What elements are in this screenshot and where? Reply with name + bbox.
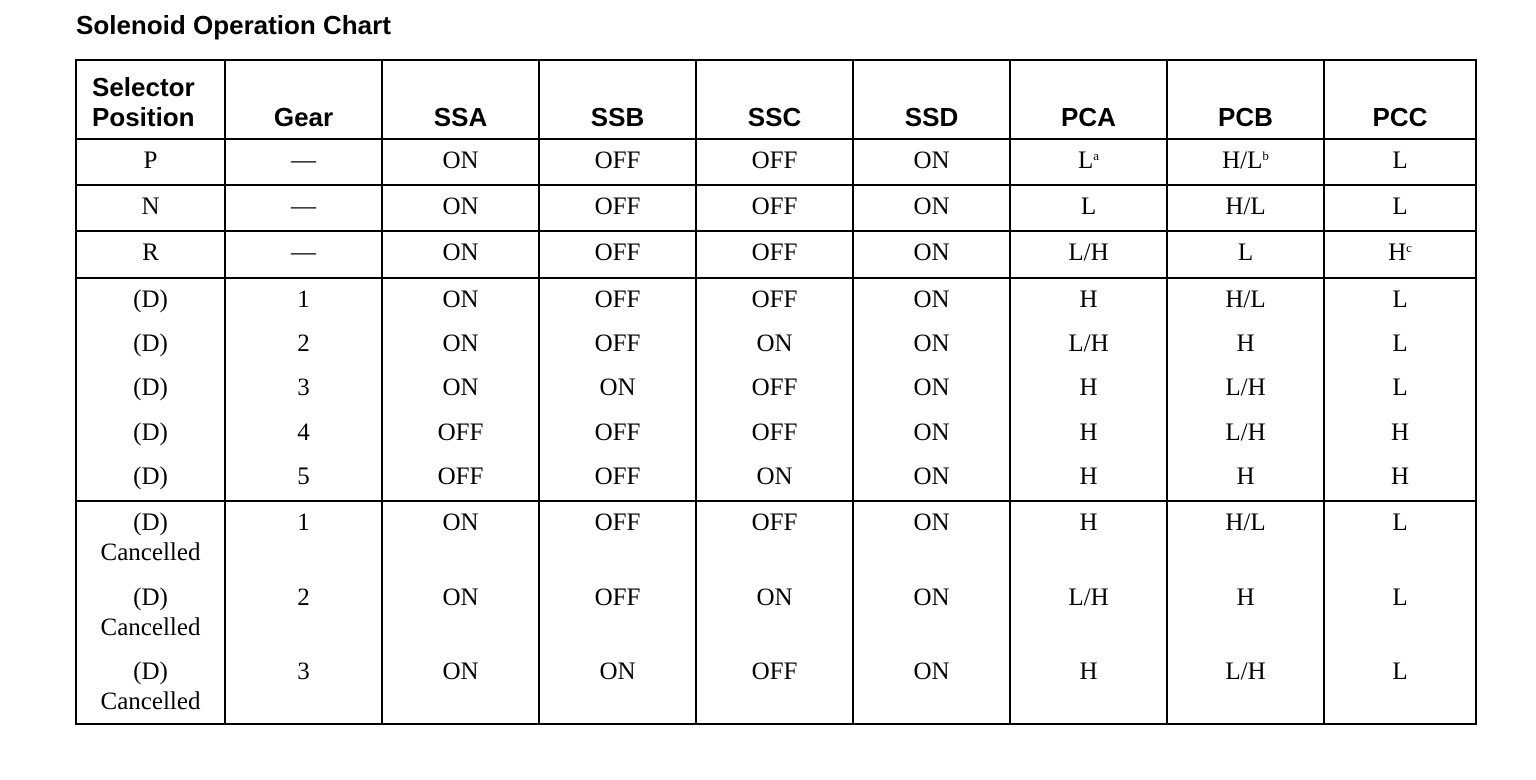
cell-selector: P [76,139,225,185]
cell-pcc: H [1324,412,1476,456]
cell-ssb: OFF [539,185,696,231]
cell-ssb: OFF [539,577,696,651]
cell-ssc: OFF [696,278,853,323]
cell-pca: H [1010,501,1167,577]
header-ssd: SSD [853,60,1010,139]
cell-ssc: OFF [696,185,853,231]
cell-ssd: ON [853,501,1010,577]
table-row [76,367,1476,412]
cell-ssa: ON [382,139,539,185]
cell-selector: (D) [76,323,225,367]
cell-ssd: ON [853,278,1010,323]
table-row [76,139,1476,185]
cell-pcc [1324,231,1476,278]
table-row [76,456,1476,501]
table-row [76,412,1476,456]
cell-pca [1010,139,1167,185]
cell-gear: 3 [225,367,382,412]
cell-ssa: ON [382,323,539,367]
cell-ssc: OFF [696,412,853,456]
cell-selector [76,501,225,577]
cell-ssb: OFF [539,278,696,323]
table-row [76,577,1476,651]
cell-ssc: OFF [696,139,853,185]
cell-ssc: ON [696,456,853,501]
cell-pcc: L [1324,139,1476,185]
cell-pcb: H/L [1167,278,1324,323]
cell-ssd: ON [853,456,1010,501]
header-selector-line2: Position [92,102,195,132]
cell-selector [76,577,225,651]
cell-value: H [1388,239,1407,266]
header-selector-position [76,60,225,139]
cell-selector-line2: Cancelled [100,539,201,566]
cell-pcc: L [1324,185,1476,231]
cell-pcb: H [1167,323,1324,367]
table-header-row [76,60,1476,139]
footnote-mark-a: a [1093,148,1100,163]
cell-ssc: OFF [696,367,853,412]
cell-gear: — [225,231,382,278]
cell-ssb: ON [539,367,696,412]
table-row [76,231,1476,278]
cell-selector-line2: Cancelled [100,614,201,641]
cell-value: L [1077,147,1094,174]
cell-pcc: L [1324,367,1476,412]
cell-selector: (D) [76,456,225,501]
cell-pca: H [1010,412,1167,456]
cell-ssa: OFF [382,412,539,456]
cell-pca: H [1010,367,1167,412]
header-selector-line1: Selector [92,72,195,102]
cell-ssb: OFF [539,456,696,501]
cell-pca: L/H [1010,577,1167,651]
table-row [76,185,1476,231]
header-ssa: SSA [382,60,539,139]
footnote-mark-c: c [1406,240,1412,255]
cell-value: H/L [1222,147,1263,174]
cell-pca: H [1010,651,1167,724]
cell-gear: 2 [225,323,382,367]
cell-ssa: ON [382,651,539,724]
cell-ssb: OFF [539,412,696,456]
cell-selector [76,651,225,724]
cell-gear: 1 [225,501,382,577]
table-row [76,501,1476,577]
cell-ssa: ON [382,501,539,577]
cell-selector: (D) [76,412,225,456]
cell-gear: — [225,185,382,231]
cell-ssb: OFF [539,323,696,367]
cell-gear: 4 [225,412,382,456]
cell-ssd: ON [853,367,1010,412]
cell-ssa: ON [382,231,539,278]
cell-pcb: H [1167,456,1324,501]
cell-selector-line1: (D) [133,658,168,685]
cell-selector-line1: (D) [133,509,168,536]
chart-title: Solenoid Operation Chart [76,10,391,40]
cell-ssa: ON [382,185,539,231]
cell-ssb: OFF [539,139,696,185]
cell-selector: (D) [76,367,225,412]
cell-ssc: ON [696,577,853,651]
cell-ssd: ON [853,139,1010,185]
cell-selector: (D) [76,278,225,323]
cell-ssd: ON [853,231,1010,278]
header-pca: PCA [1010,60,1167,139]
cell-selector-line1: (D) [133,584,168,611]
header-ssb: SSB [539,60,696,139]
cell-gear: 5 [225,456,382,501]
cell-ssa: OFF [382,456,539,501]
cell-pca: H [1010,278,1167,323]
cell-pcb: H/L [1167,501,1324,577]
cell-pcc: L [1324,278,1476,323]
cell-ssc: OFF [696,501,853,577]
header-ssc: SSC [696,60,853,139]
cell-gear: 2 [225,577,382,651]
cell-ssb: OFF [539,501,696,577]
cell-ssd: ON [853,412,1010,456]
cell-pcb: L/H [1167,412,1324,456]
cell-selector: R [76,231,225,278]
cell-ssd: ON [853,185,1010,231]
cell-pca: L [1010,185,1167,231]
cell-selector-line2: Cancelled [100,688,201,715]
cell-ssc: ON [696,323,853,367]
cell-pcb: L/H [1167,367,1324,412]
cell-pcc: L [1324,501,1476,577]
cell-pcc: L [1324,323,1476,367]
cell-gear: — [225,139,382,185]
cell-ssb: OFF [539,231,696,278]
header-pcb: PCB [1167,60,1324,139]
table-row [76,651,1476,724]
cell-ssa: ON [382,577,539,651]
cell-ssc: OFF [696,231,853,278]
cell-pca: L/H [1010,231,1167,278]
cell-ssd: ON [853,323,1010,367]
cell-pcb: L/H [1167,651,1324,724]
cell-ssb: ON [539,651,696,724]
cell-selector: N [76,185,225,231]
cell-ssa: ON [382,367,539,412]
cell-gear: 1 [225,278,382,323]
cell-ssd: ON [853,651,1010,724]
cell-pcb: L [1167,231,1324,278]
cell-ssa: ON [382,278,539,323]
table-row [76,278,1476,323]
cell-pcc: L [1324,577,1476,651]
cell-ssd: ON [853,577,1010,651]
header-gear: Gear [225,60,382,139]
cell-pcc: L [1324,651,1476,724]
cell-pca: L/H [1010,323,1167,367]
cell-pcb: H/L [1167,185,1324,231]
cell-pcc: H [1324,456,1476,501]
footnote-mark-b: b [1262,148,1269,163]
header-pcc: PCC [1324,60,1476,139]
table-row [76,323,1476,367]
cell-ssc: OFF [696,651,853,724]
cell-gear: 3 [225,651,382,724]
cell-pcb [1167,139,1324,185]
cell-pcb: H [1167,577,1324,651]
cell-pca: H [1010,456,1167,501]
solenoid-operation-table [75,59,1477,725]
